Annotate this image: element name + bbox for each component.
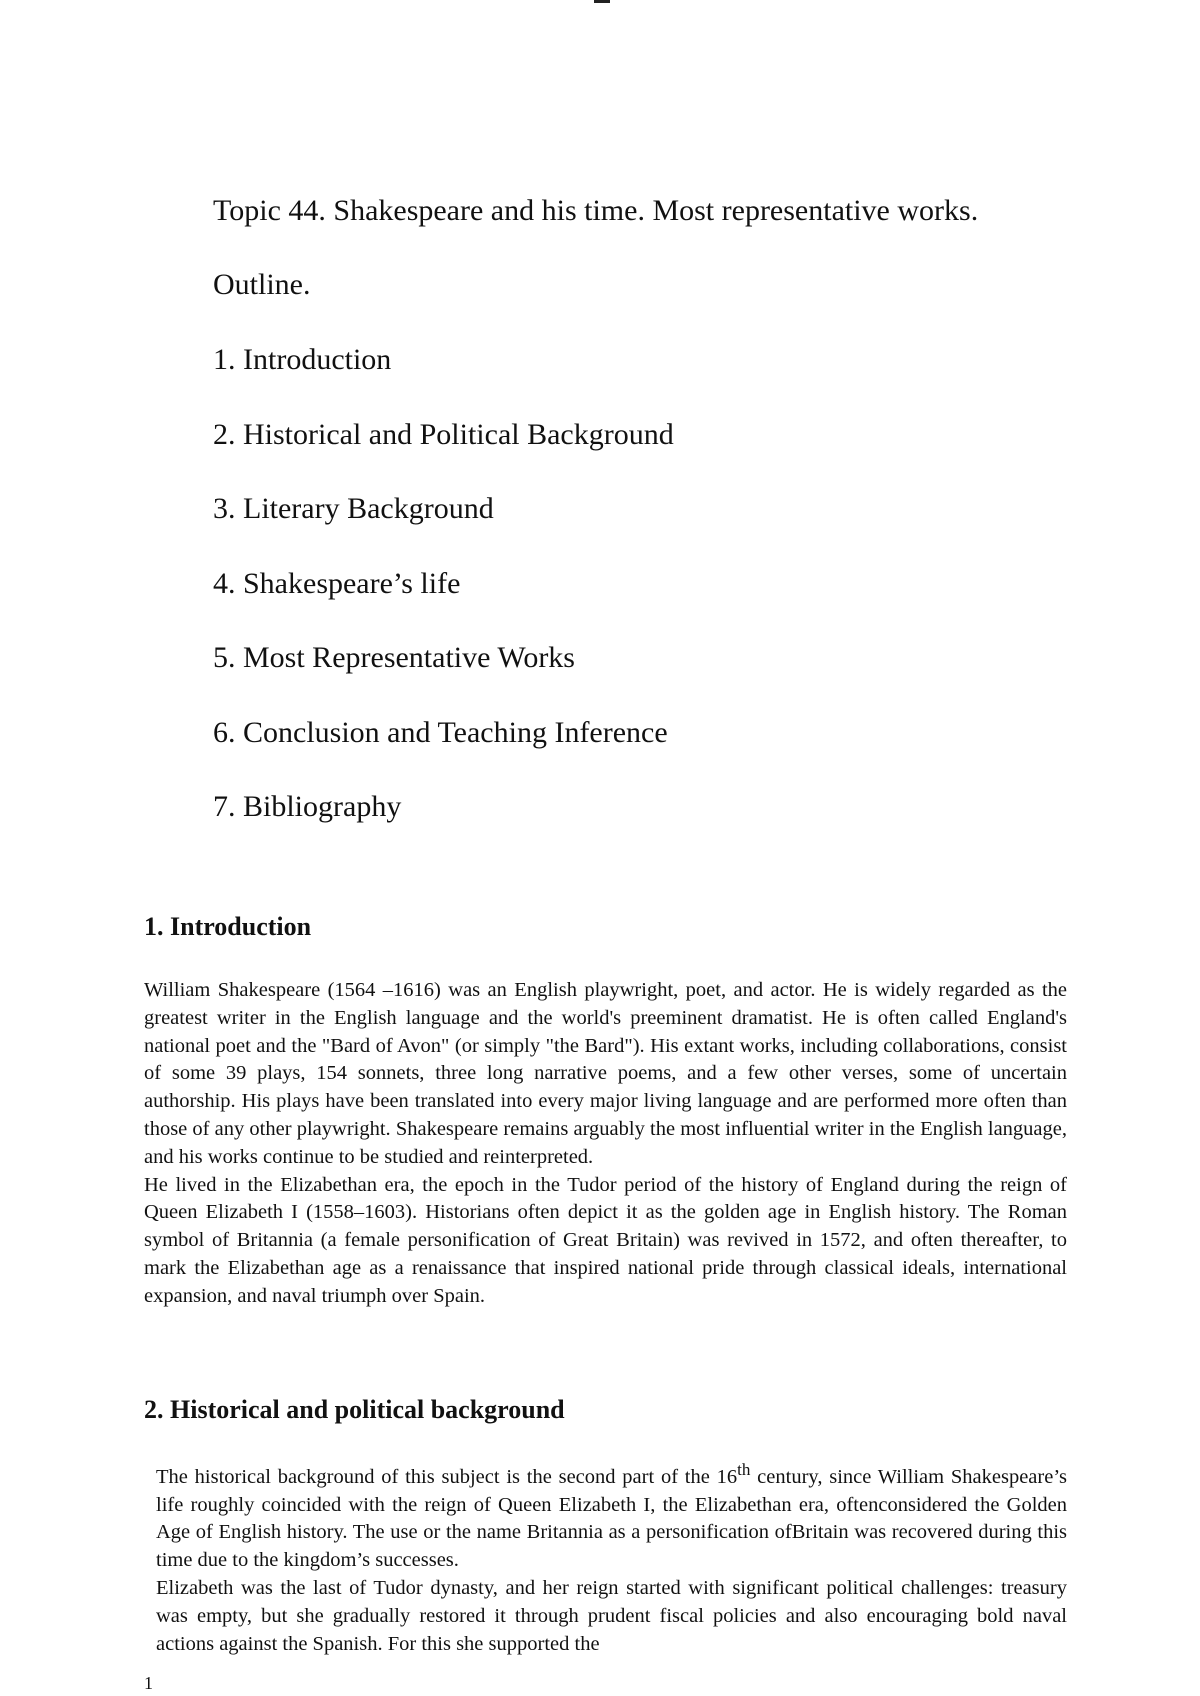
outline-item: 1. Introduction — [213, 343, 392, 376]
paragraph — [156, 1456, 1067, 1575]
paragraph-text: century, since William Shakespeare’s life roughly coincided with the reign of Queen Elizabeth I, the Elizabethan era, oftenconsidered the Golden Age of English history. The use or the name Britannia as a personification ofBritain was recovered during this time due to the kingdom’s successes. — [156, 1465, 1067, 1572]
paragraph-text: The historical background of this subject is the second part of the 16 — [156, 1465, 738, 1488]
introduction-body — [144, 977, 1067, 1311]
superscript: th — [737, 1460, 751, 1479]
page-number: 1 — [144, 1673, 153, 1693]
outline-item: 5. Most Representative Works — [213, 641, 575, 674]
outline-item: 4. Shakespeare’s life — [213, 566, 461, 600]
outline-item: 2. Historical and Political Background — [213, 417, 674, 451]
outline-item: 3. Literary Background — [213, 492, 494, 525]
page-title: Topic 44. Shakespeare and his time. Most representative works. — [213, 194, 979, 227]
outline-label: Outline. — [213, 268, 311, 301]
paragraph: William Shakespeare (1564 –1616) was an English playwright, poet, and actor. He is widely regarded as the greatest writer in the English language and the world's preeminent dramatist. He is often called England's national poet and the "Bard of Avon" (or simply "the Bard"). His extant works, including collaborations, consist of some 39 plays, 154 sonnets, three long narrative poems, and a few other verses, some of uncertain authorship. His plays have been translated into every major living language and are performed more often than those of any other playwright. Shakespeare remains arguably the most influential writer in the English language, and his works continue to be studied and reinterpreted. — [144, 979, 1067, 1168]
paragraph: Elizabeth was the last of Tudor dynasty, and her reign started with significant political challenges: treasury was empty, but she gradually restored it through prudent fiscal policies and also encouraging bold naval actions against the Spanish. For this she supported the — [156, 1577, 1067, 1655]
outline-item: 6. Conclusion and Teaching Inference — [213, 715, 668, 749]
section-heading-historical-background: 2. Historical and political background — [144, 1395, 565, 1424]
historical-background-body — [156, 1456, 1067, 1658]
outline-item: 7. Bibliography — [213, 790, 402, 823]
section-heading-introduction: 1. Introduction — [144, 912, 312, 941]
paragraph: He lived in the Elizabethan era, the epoch in the Tudor period of the history of England during the reign of Queen Elizabeth I (1558–1603). Historians often depict it as the golden age in English history. The Roman symbol of Britannia (a female personification of Great Britain) was revived in 1572, and often thereafter, to mark the Elizabethan age as a renaissance that inspired national pride through classical ideals, international expansion, and naval triumph over Spain. — [144, 1173, 1067, 1307]
outline-list — [213, 342, 674, 864]
header-rule — [594, 0, 610, 3]
